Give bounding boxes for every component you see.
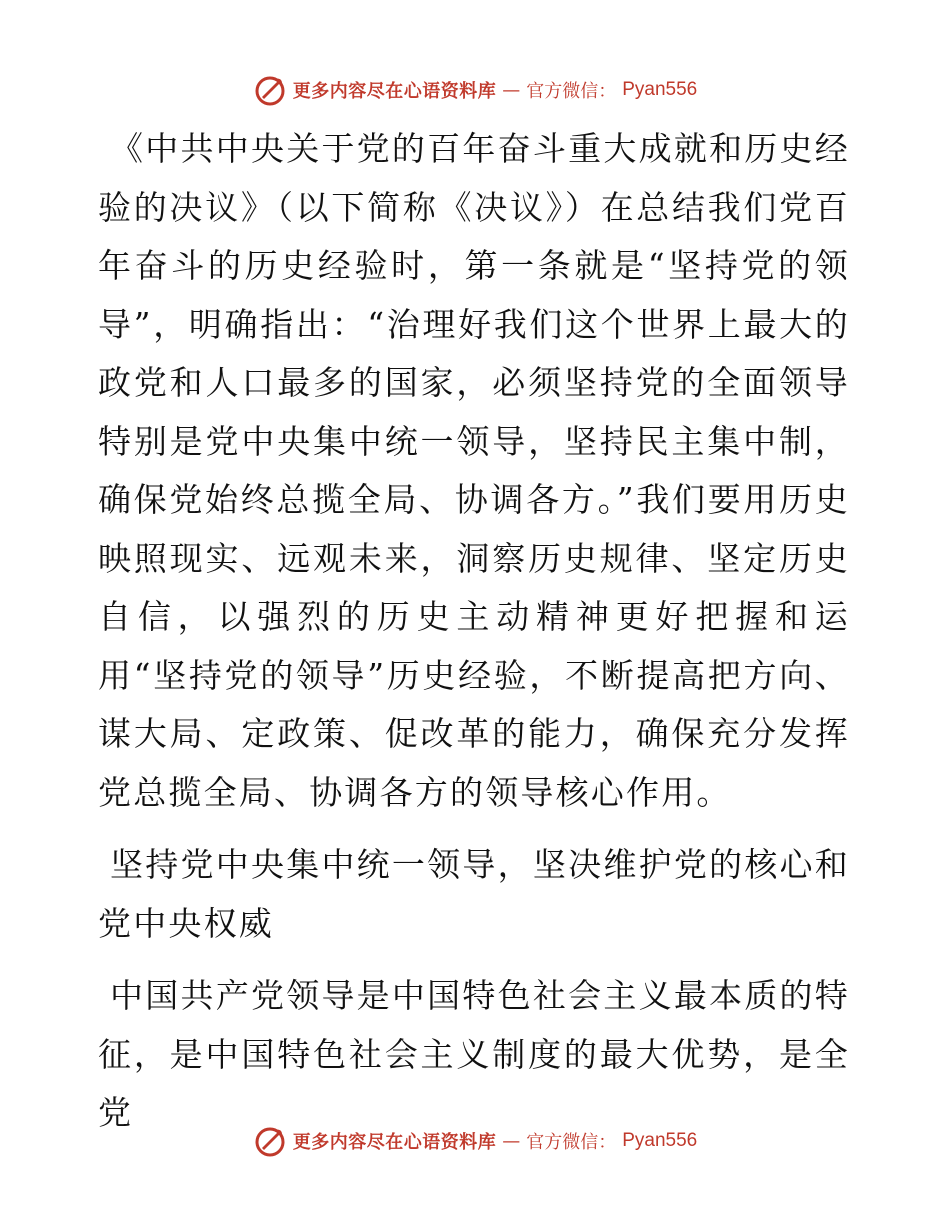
- watermark-label: 官方微信：: [526, 1132, 617, 1153]
- quill-seal-icon: [253, 1124, 287, 1158]
- watermark-separator: —: [502, 1130, 521, 1152]
- paragraph-body: 中国共产党领导是中国特色社会主义最本质的特征，是中国特色社会主义制度的最大优势，是全党: [98, 976, 850, 1132]
- paragraph-intro: 《中共中央关于党的百年奋斗重大成就和历史经验的决议》（以下简称《决议》）在总结我们党百年奋斗的历史经验时，第一条就是“坚持党的领导”，明确指出：“治理好我们这个世界上最大的政党和人口最多的国家，必须坚持党的全面领导特别是党中央集中统一领导，坚持民主集中制，确保党始终总揽全局、协调各方。”我们要用历史映照现实、远观未来，洞察历史规律、坚定历史自信，以强烈的历史主动精神更好把握和运用“坚持党的领导”历史经验，不断提高把方向、谋大局、定政策、促改革的能力，确保充分发挥党总揽全局、协调各方的领导核心作用。: [98, 129, 850, 812]
- header-watermark: [0, 70, 950, 110]
- watermark-wechat-id: Pyan556: [622, 1130, 698, 1151]
- watermark-main-text: 更多内容尽在心语资料库: [292, 81, 497, 102]
- watermark-wechat-id: Pyan556: [622, 79, 698, 100]
- quill-seal-icon: [253, 73, 287, 107]
- footer-watermark: [0, 1121, 950, 1161]
- document-body: [98, 120, 850, 1143]
- watermark-separator: —: [502, 79, 521, 101]
- watermark-label: 官方微信：: [526, 81, 617, 102]
- watermark-main-text: 更多内容尽在心语资料库: [292, 1132, 497, 1153]
- section-heading: 坚持党中央集中统一领导，坚决维护党的核心和党中央权威: [98, 845, 850, 943]
